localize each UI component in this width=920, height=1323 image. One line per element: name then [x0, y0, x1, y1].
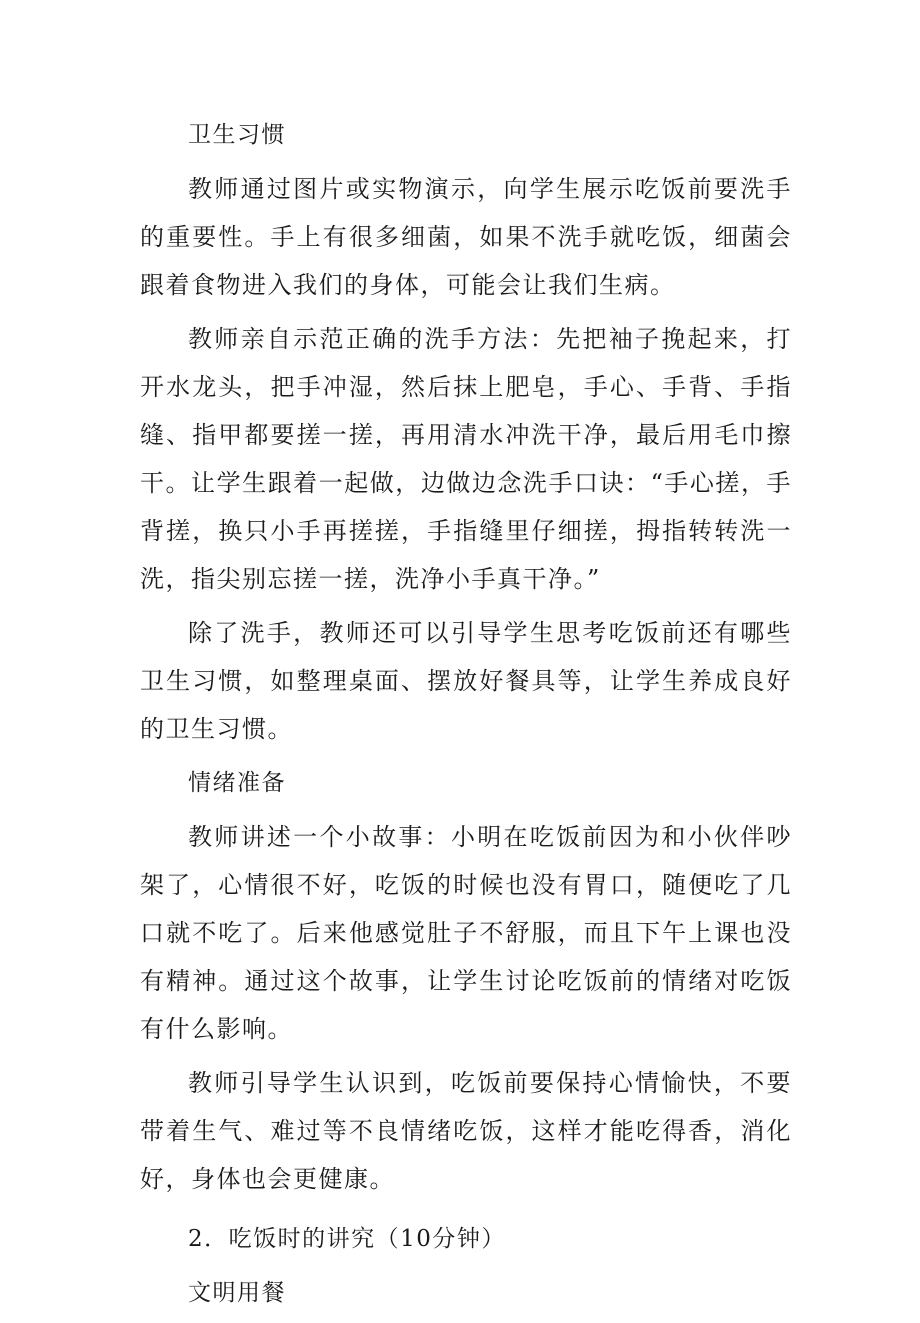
paragraph-happy-mood: 教师引导学生认识到，吃饭前要保持心情愉快，不要带着生气、难过等不良情绪吃饭，这样才能吃得香，消化好，身体也会更健康。: [140, 1069, 792, 1193]
subheading-emotional-preparation: 情绪准备: [188, 770, 286, 796]
paragraph-story: 教师讲述一个小故事：小明在吃饭前因为和小伙伴吵架了，心情很不好，吃饭的时候也没有胃口，随便吃了几口就不吃了。后来他感觉肚子不舒服，而且下午上课也没有精神。通过这个故事，让学生讨论吃饭前的情绪对吃饭有什么影响。: [140, 823, 792, 1043]
section-heading-mealtime: 2．吃饭时的讲究（10分钟）: [188, 1226, 506, 1252]
paragraph-other-hygiene-habits: 除了洗手，教师还可以引导学生思考吃饭前还有哪些卫生习惯，如整理桌面、摆放好餐具等，让学生养成良好的卫生习惯。: [140, 619, 792, 743]
document-body: [140, 111, 792, 1323]
subheading-civilized-dining: 文明用餐: [188, 1280, 286, 1306]
paragraph-handwashing-importance: 教师通过图片或实物演示，向学生展示吃饭前要洗手的重要性。手上有很多细菌，如果不洗手就吃饭，细菌会跟着食物进入我们的身体，可能会让我们生病。: [140, 175, 792, 299]
subheading-hygiene-habits: 卫生习惯: [188, 122, 286, 148]
paragraph-handwashing-method: 教师亲自示范正确的洗手方法：先把袖子挽起来，打开水龙头，把手冲湿，然后抹上肥皂，手心、手背、手指缝、指甲都要搓一搓，再用清水冲洗干净，最后用毛巾擦干。让学生跟着一起做，边做边念洗手口诀：“手心搓，手背搓，换只小手再搓搓，手指缝里仔细搓，拇指转转洗一洗，指尖别忘搓一搓，洗净小手真干净。”: [140, 325, 792, 593]
